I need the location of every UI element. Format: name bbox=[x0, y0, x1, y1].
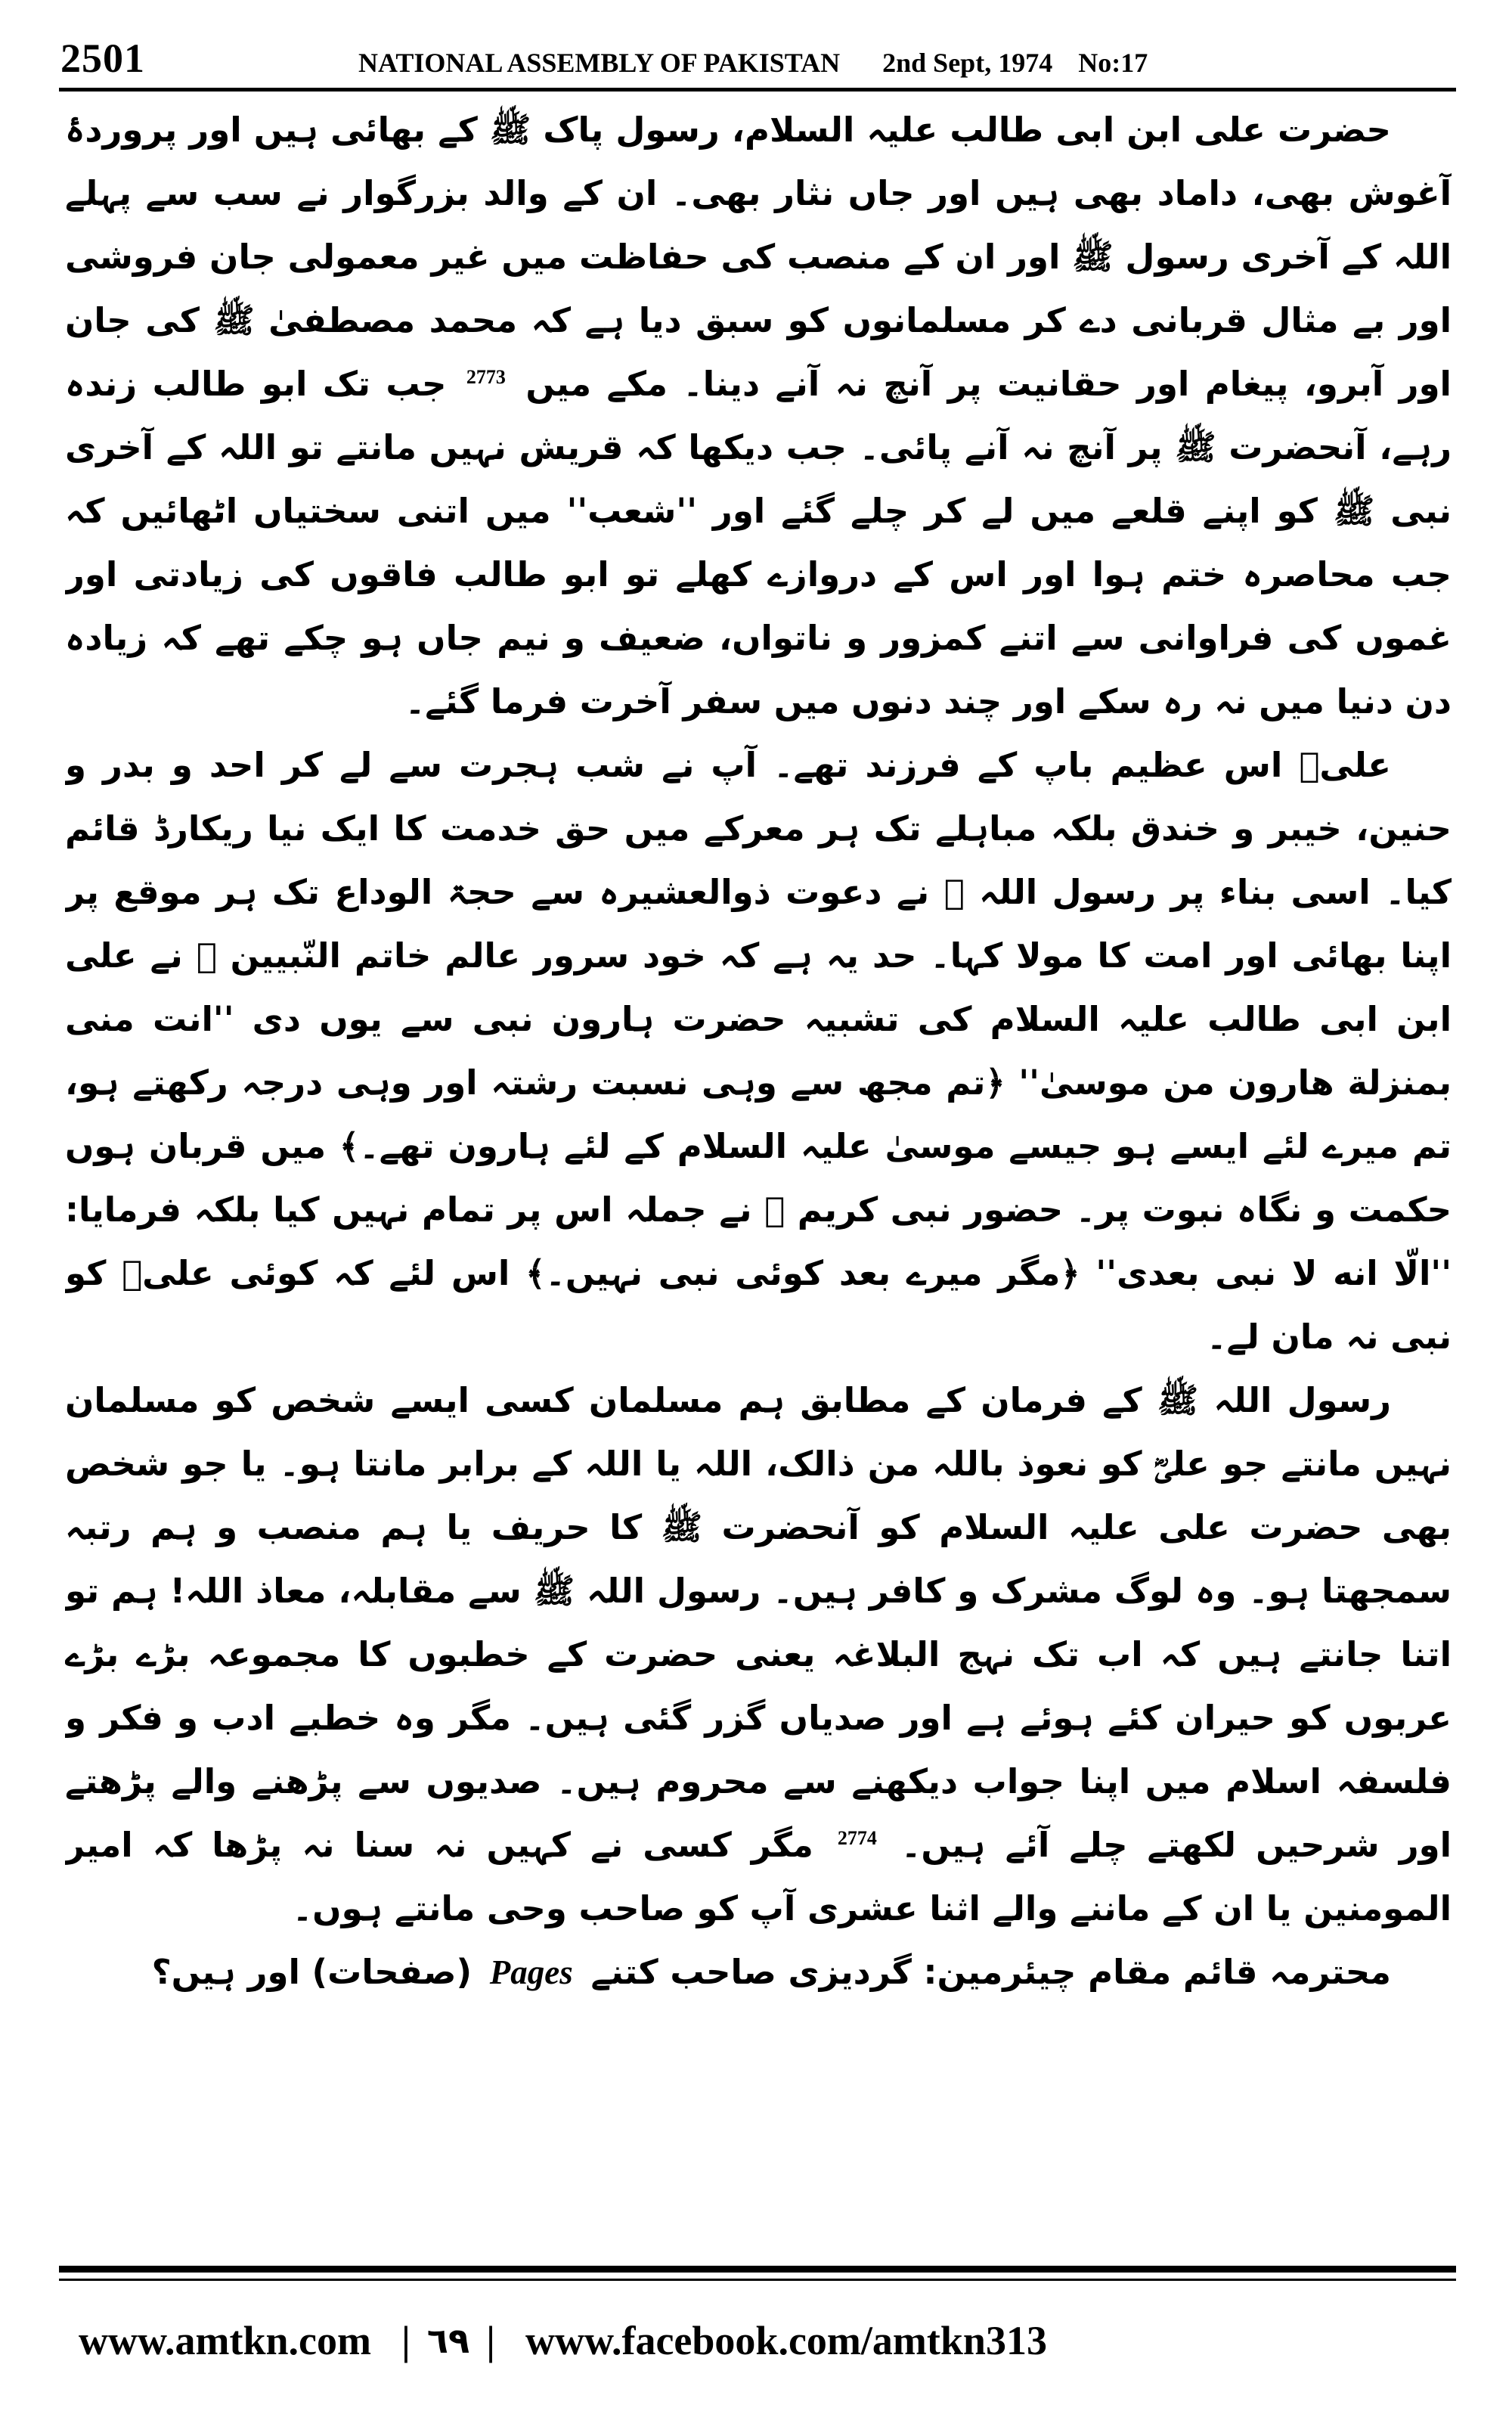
chairman-question-text-a: محترمہ قائم مقام چیئرمین: گردیزی صاحب کتنے bbox=[590, 1952, 1391, 1992]
assembly-title: NATIONAL ASSEMBLY OF PAKISTAN bbox=[358, 48, 841, 78]
footer-page-number: ٦٩ bbox=[426, 2320, 470, 2361]
paragraph-1-text-b: جب تک ابو طالب زندہ رہے، آنحضرت ﷺ پر آنچ نہ آنے پائی۔ جب دیکھا کہ قریش نہیں مانتے تو اللہ کے آخری نبی ﷺ کو اپنے قلعے میں لے کر چلے گئے اور ''شعب'' میں اتنی سختیاں اٹھائیں کہ جب محاصرہ ختم ہوا اور اس کے دروازے کھلے تو ابو طالب فاقوں کی زیادتی اور غموں کی فراوانی سے اتنے کمزور و ناتواں، ضعیف و نیم جاں ہو چکے تھے کہ زیادہ دن دنیا میں نہ رہ سکے اور چند دنوں میں سفر آخرت فرما گئے۔ bbox=[65, 364, 1452, 721]
paragraph-1 bbox=[65, 98, 1452, 734]
header-rule bbox=[59, 88, 1456, 92]
session-number: No:17 bbox=[1078, 48, 1148, 78]
facebook-link[interactable]: www.facebook.com/amtkn313 bbox=[525, 2318, 1047, 2363]
session-date: 2nd Sept, 1974 bbox=[882, 48, 1053, 78]
paragraph-2: علیؓ اس عظیم باپ کے فرزند تھے۔ آپ نے شب ہجرت سے لے کر احد و بدر و حنین، خیبر و خندق بلکہ مباہلے تک ہر معرکے میں حق خدمت کا ایک نیا ریکارڈ قائم کیا۔ اسی بناء پر رسول اللہ ﷺ نے دعوت ذوالعشیرہ سے حجۃ الوداع تک ہر موقع پر اپنا بھائی اور امت کا مولا کہا۔ حد یہ ہے کہ خود سرور عالم خاتم النّبیین ﷺ نے علی ابن ابی طالب علیہ السلام کی تشبیہ حضرت ہارون نبی سے یوں دی ''انت منی بمنزلة هارون من موسیٰ'' ﴿تم مجھ سے وہی نسبت رشتہ اور وہی درجہ رکھتے ہو، تم میرے لئے ایسے ہو جیسے موسیٰ علیہ السلام کے لئے ہارون تھے۔﴾ میں قربان ہوں حکمت و نگاہ نبوت پر۔ حضور نبی کریم ﷺ نے جملہ اس پر تمام نہیں کیا بلکہ فرمایا: ''الّا انه لا نبی بعدی'' ﴿مگر میرے بعد کوئی نبی نہیں۔﴾ اس لئے کہ کوئی علیؓ کو نبی نہ مان لے۔ bbox=[65, 745, 1452, 1357]
page-number: 2501 bbox=[60, 36, 145, 81]
footnote-ref-2774: 2774 bbox=[837, 1827, 877, 1849]
paragraph-3-text-b: مگر کسی نے کہیں نہ سنا نہ پڑھا کہ امیر المومنین یا ان کے ماننے والے اثنا عشری آپ کو صاحب وحی مانتے ہوں۔ bbox=[65, 1825, 1452, 1928]
urdu-body-text bbox=[65, 98, 1452, 2238]
paragraph-1-text-a: حضرت علی ابن ابی طالب علیہ السلام، رسول پاک ﷺ کے بھائی ہیں اور پروردۂ آغوش بھی، داماد بھی ہیں اور جاں نثار بھی۔ ان کے والد بزرگوار نے سب سے پہلے اللہ کے آخری رسول ﷺ اور ان کے منصب کی حفاظت میں غیر معمولی جان فروشی اور بے مثال قربانی دے کر مسلمانوں کو سبق دیا ہے کہ محمد مصطفیٰ ﷺ کی جان اور آبرو، پیغام اور حقانیت پر آنچ نہ آنے دینا۔ مکے میں bbox=[65, 110, 1452, 404]
footnote-ref-2773: 2773 bbox=[466, 366, 506, 388]
chairman-question bbox=[65, 1941, 1452, 2004]
page-footer bbox=[60, 2314, 1452, 2367]
paragraph-3-text-a: رسول اللہ ﷺ کے فرمان کے مطابق ہم مسلمان کسی ایسے شخص کو مسلمان نہیں مانتے جو علیؓ کو نعوذ باللہ من ذالک، اللہ یا اللہ کے برابر مانتا ہو۔ یا جو شخص بھی حضرت علی علیہ السلام کو آنحضرت ﷺ کا حریف یا ہم منصب و ہم رتبہ سمجھتا ہو۔ وہ لوگ مشرک و کافر ہیں۔ رسول اللہ ﷺ سے مقابلہ، معاذ اللہ! ہم تو اتنا جانتے ہیں کہ اب تک نہج البلاغہ یعنی حضرت کے خطبوں کا مجموعہ بڑے بڑے عربوں کو حیران کئے ہوئے ہے اور صدیاں گزر گئی ہیں۔ مگر وہ خطبے ادب و فکر و فلسفہ اسلام میں اپنا جواب دیکھنے سے محروم ہیں۔ صدیوں سے پڑھنے والے پڑھتے اور شرحیں لکھتے چلے آئے ہیں۔ bbox=[65, 1380, 1452, 1865]
page-header bbox=[60, 35, 1452, 80]
paragraph-3 bbox=[65, 1369, 1452, 1941]
website-link[interactable]: www.amtkn.com bbox=[79, 2318, 371, 2363]
footer-rule-thick bbox=[59, 2266, 1456, 2273]
chairman-question-text-b: (صفحات) اور ہیں؟ bbox=[151, 1952, 472, 1992]
pages-term: Pages bbox=[489, 1953, 573, 1991]
footer-rule-thin bbox=[59, 2279, 1456, 2281]
footer-separator-right: | bbox=[486, 2318, 495, 2363]
footer-separator-left: | bbox=[401, 2318, 411, 2363]
